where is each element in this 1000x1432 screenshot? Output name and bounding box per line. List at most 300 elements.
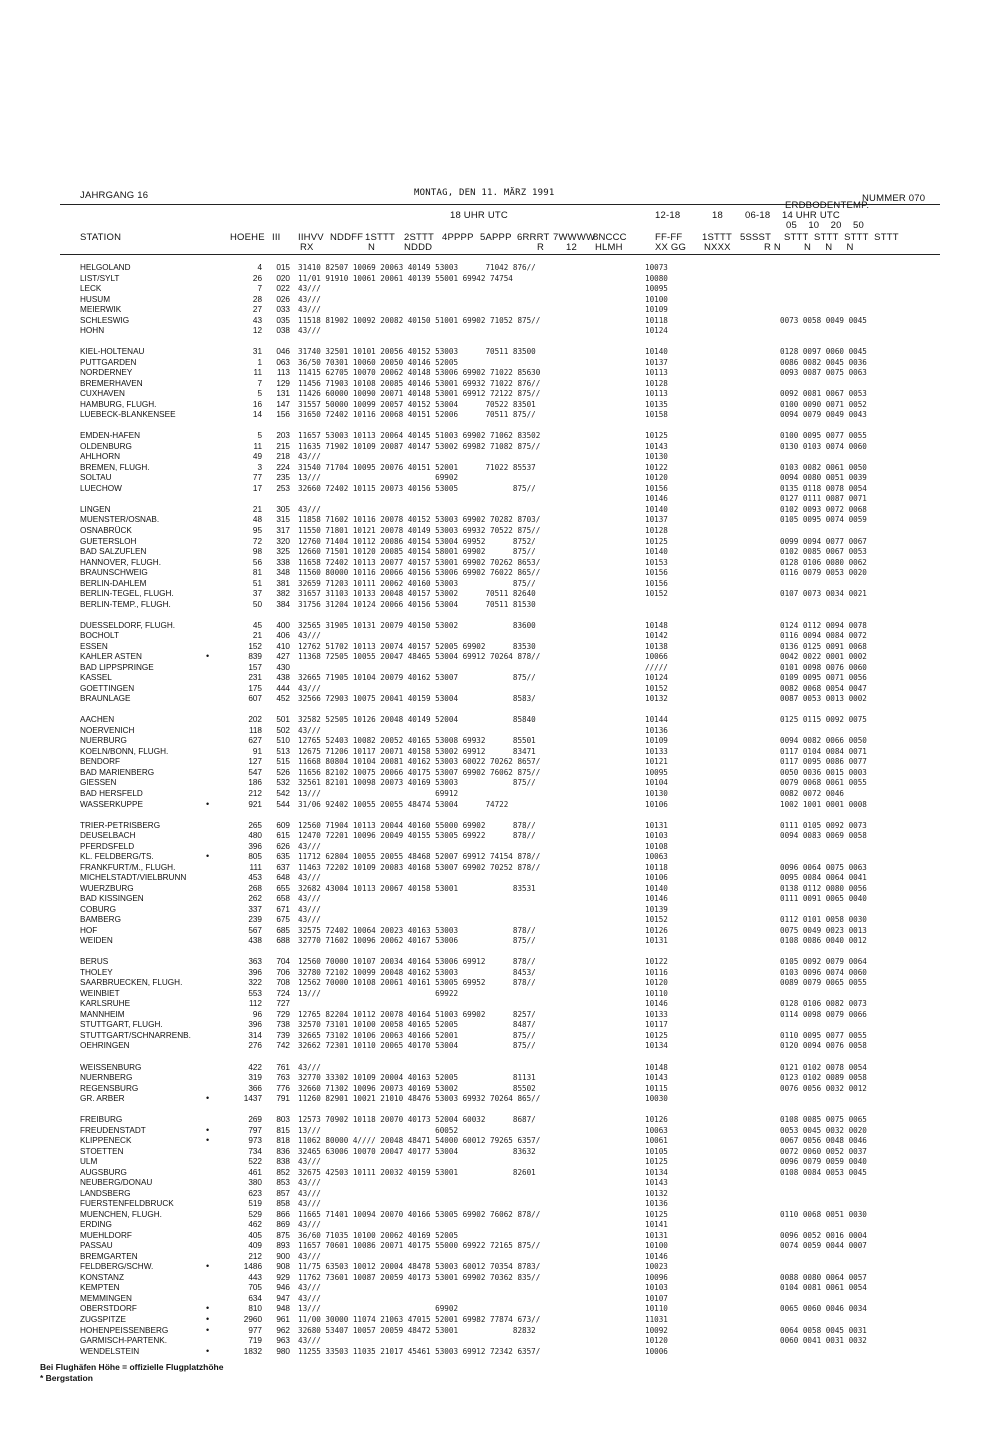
station-number: 866 — [276, 1209, 290, 1219]
station-name: KIEL-HOLTENAU — [80, 347, 145, 357]
station-name: LANDSBERG — [80, 1188, 131, 1198]
time-label: 18 UHR UTC — [450, 210, 508, 221]
extra-group: 10096 — [645, 1272, 668, 1282]
extra-group: 10141 — [645, 1220, 668, 1230]
station-number: 218 — [276, 452, 290, 462]
station-height: 567 — [248, 925, 262, 935]
extra-group: 10110 — [645, 988, 668, 998]
synop-code: 43/// — [298, 894, 321, 904]
table-row — [0, 294, 1000, 305]
synop-code: 11260 82901 10021 21010 48476 53003 69932 70264 865// — [298, 1094, 541, 1104]
extra-group: 10095 — [645, 284, 668, 294]
twelve-header: 12 — [566, 242, 577, 253]
mountain-marker: • — [206, 798, 210, 809]
station-name: WUERZBURG — [80, 883, 134, 893]
synop-code: 31740 32501 10101 20056 40152 53003 70511 83500 — [298, 347, 536, 357]
station-name: KASSEL — [80, 673, 112, 683]
station-name: CUXHAVEN — [80, 389, 125, 399]
station-height: 1832 — [243, 1346, 262, 1356]
synop-code: 32665 71905 10104 20079 40162 53007 875// — [298, 673, 536, 683]
synop-code: 13/// 69912 — [298, 789, 459, 798]
station-name: GOETTINGEN — [80, 683, 135, 693]
synop-code: 43/// — [298, 305, 321, 315]
station-height: 522 — [248, 1157, 262, 1167]
table-row — [0, 1125, 1000, 1136]
extra-group: 10118 — [645, 862, 668, 872]
table-row — [0, 630, 1000, 641]
table-row — [0, 1051, 1000, 1062]
synop-code: 31410 82507 10069 20063 40149 53003 71042 876// — [298, 263, 536, 272]
synop-code: 11415 62705 10070 20062 40148 53006 69902 71022 85630 — [298, 368, 541, 378]
extra-group: 10134 — [645, 1041, 668, 1051]
table-row — [0, 1083, 1000, 1094]
soil-temperatures: 0112 0101 0058 0030 — [780, 915, 867, 925]
synop-code: 43/// — [298, 452, 321, 462]
station-name: NUERNBERG — [80, 1073, 133, 1083]
table-row — [0, 273, 1000, 284]
soil-temperatures: 0124 0112 0094 0078 — [780, 620, 867, 630]
table-row — [0, 799, 1000, 810]
synop-code: 36/50 70301 10060 20050 40146 52005 — [298, 357, 459, 367]
station-name: HAMBURG, FLUGH. — [80, 399, 157, 409]
table-row — [0, 1167, 1000, 1178]
soil-temperatures: 0089 0079 0065 0055 — [780, 978, 867, 988]
synop-code: 43/// — [298, 1199, 321, 1209]
station-height: 480 — [248, 831, 262, 841]
table-row — [0, 1114, 1000, 1125]
station-height: 11 — [253, 441, 262, 451]
extra-group: 10139 — [645, 904, 668, 914]
extra-group: 10108 — [645, 841, 668, 851]
extra-group: 10130 — [645, 789, 668, 798]
station-number: 035 — [276, 315, 290, 325]
synop-code: 43/// — [298, 326, 321, 336]
table-row — [0, 704, 1000, 715]
synop-code: 43/// — [298, 1062, 321, 1072]
station-name: PFERDSFELD — [80, 841, 135, 851]
extra-group: 10006 — [645, 1346, 668, 1356]
station-height: 396 — [248, 967, 262, 977]
station-name: LINGEN — [80, 504, 111, 514]
synop-code: 31657 31103 10133 20048 40157 53002 70511 82640 — [298, 589, 536, 599]
station-name: BRAUNSCHWEIG — [80, 568, 148, 578]
station-name: BAMBERG — [80, 915, 121, 925]
soil-temperatures: 0042 0022 0001 0002 — [780, 652, 867, 662]
table-row — [0, 693, 1000, 704]
station-number: 791 — [276, 1094, 290, 1104]
station-number: 742 — [276, 1041, 290, 1051]
station-name: NORDERNEY — [80, 368, 133, 378]
station-name: GR. ARBER — [80, 1094, 125, 1104]
table-row — [0, 746, 1000, 757]
station-height: 363 — [248, 957, 262, 967]
station-number: 815 — [276, 1125, 290, 1135]
station-name: AHLHORN — [80, 452, 121, 462]
synop-code: 11858 71602 10116 20078 40152 53003 69902 70282 8703/ — [298, 515, 541, 525]
station-height: 95 — [252, 526, 262, 535]
table-row — [0, 493, 1000, 504]
extra-group: 10113 — [645, 389, 668, 399]
extra-group: 10152 — [645, 915, 668, 925]
station-name: WENDELSTEIN — [80, 1346, 140, 1356]
station-height: 202 — [248, 715, 262, 725]
station-number: 235 — [276, 473, 290, 483]
extra-group: 10103 — [645, 1283, 668, 1293]
station-name: LUECHOW — [80, 483, 122, 493]
table-row — [0, 536, 1000, 547]
extra-group: 10140 — [645, 547, 668, 557]
station-height: 977 — [248, 1325, 262, 1335]
station-name: NUERBURG — [80, 736, 127, 746]
extra-group: 10125 — [645, 536, 668, 546]
soil-temperatures: 0111 0105 0092 0073 — [780, 820, 867, 830]
soil-temperatures: 0107 0073 0034 0021 — [780, 589, 867, 599]
soil-temperatures: 0082 0068 0054 0047 — [780, 683, 867, 693]
extra-group: 10137 — [645, 357, 668, 367]
station-name: AUGSBURG — [80, 1167, 127, 1177]
station-number: 761 — [276, 1062, 290, 1072]
soil-temperatures: 0076 0056 0032 0012 — [780, 1083, 867, 1093]
synop-code: 11668 80804 10104 20081 40162 53003 60022 70262 8657/ — [298, 757, 541, 767]
station-number: 215 — [276, 441, 290, 451]
synop-code: 32662 72301 10110 20065 40170 53004 875// — [298, 1041, 536, 1051]
station-number: 637 — [276, 862, 290, 872]
synop-code: 11456 71903 10108 20085 40146 53001 69932 71022 876// — [298, 378, 541, 388]
station-height: 239 — [248, 915, 262, 925]
soil-temperatures: 0116 0079 0053 0020 — [780, 568, 867, 578]
extra-group: 10030 — [645, 1094, 668, 1104]
station-height: 21 — [252, 504, 262, 514]
station-name: MICHELSTADT/VIELBRUNN — [80, 873, 187, 883]
station-number: 615 — [276, 831, 290, 841]
station-height: 453 — [248, 873, 262, 883]
station-name: FREIBURG — [80, 1115, 123, 1125]
station-name: BAD SALZUFLEN — [80, 547, 147, 557]
time2-label: 14 UHR UTC — [782, 210, 840, 221]
table-row — [0, 283, 1000, 294]
synop-code: 31/06 92402 10055 20055 48474 53004 74722 — [298, 799, 509, 809]
station-number: 706 — [276, 967, 290, 977]
synop-code: 31650 72402 10116 20068 40151 52006 70511 875// — [298, 410, 536, 420]
station-number: 033 — [276, 305, 290, 315]
station-number: 729 — [276, 1009, 290, 1019]
synop-code: 13/// 69902 — [298, 473, 459, 483]
station-height: 623 — [248, 1188, 262, 1198]
table-row — [0, 851, 1000, 862]
station-name: OBERSTDORF — [80, 1304, 137, 1314]
station-height: 127 — [248, 757, 262, 767]
table-row — [0, 1177, 1000, 1188]
period-12-18-label: 12-18 — [655, 210, 681, 221]
table-row — [0, 578, 1000, 589]
station-number: 857 — [276, 1188, 290, 1198]
rn-header: R N — [764, 242, 781, 253]
station-name: BENDORF — [80, 757, 121, 767]
synop-code: 32665 73102 10106 20063 40166 52001 875// — [298, 1030, 536, 1040]
table-row — [0, 1282, 1000, 1293]
mountain-marker: • — [206, 1261, 210, 1272]
synop-code: 43/// — [298, 1251, 321, 1261]
soil-temperatures: 0108 0084 0053 0045 — [780, 1167, 867, 1177]
soil-temperatures: 0111 0091 0065 0040 — [780, 894, 867, 904]
station-number: 510 — [276, 736, 290, 746]
synop-code: 12765 52403 10082 20052 40165 53008 69932 85501 — [298, 736, 536, 746]
table-row — [0, 1240, 1000, 1251]
station-name: BAD HERSFELD — [80, 789, 143, 798]
station-number: 929 — [276, 1272, 290, 1282]
station-height: 50 — [252, 599, 262, 609]
station-number: 410 — [276, 641, 290, 651]
hlmh-header: HLMH — [595, 242, 623, 253]
synop-code: 43/// — [298, 683, 321, 693]
station-number: 452 — [276, 694, 290, 704]
synop-code: 43/// — [298, 631, 321, 641]
extra-group: 10133 — [645, 1009, 668, 1019]
station-name: STOETTEN — [80, 1146, 124, 1156]
table-row — [0, 872, 1000, 883]
iihvv-header: IIHVV — [298, 232, 324, 243]
n-columns-header: N N N — [804, 242, 854, 253]
extra-group: 10063 — [645, 852, 668, 862]
station-number: 738 — [276, 1020, 290, 1030]
extra-group: 10142 — [645, 631, 668, 641]
extra-group: 10156 — [645, 578, 668, 588]
table-row — [0, 977, 1000, 988]
station-height: 7 — [257, 378, 262, 388]
station-height: 51 — [252, 578, 262, 588]
station-name: FELDBERG/SCHW. — [80, 1262, 154, 1272]
station-number: 348 — [276, 568, 290, 578]
station-name: GUETERSLOH — [80, 536, 137, 546]
extra-group: 10143 — [645, 441, 668, 451]
extra-group: 10103 — [645, 831, 668, 841]
station-name: BRAUNLAGE — [80, 694, 131, 704]
table-row — [0, 1198, 1000, 1209]
synop-code: 12560 70000 10107 20034 40164 53006 69912 878// — [298, 957, 536, 967]
table-row — [0, 620, 1000, 631]
soil-temperatures: 0121 0102 0078 0054 — [780, 1062, 867, 1072]
table-row — [0, 1009, 1000, 1020]
soil-temperatures: 0092 0081 0067 0053 — [780, 389, 867, 399]
extra-group: 10120 — [645, 978, 668, 988]
station-number: 113 — [276, 368, 290, 378]
station-height: 17 — [252, 483, 262, 493]
station-height: 43 — [252, 315, 262, 325]
synop-code: 36/60 71035 10100 20062 40169 52005 — [298, 1230, 459, 1240]
station-name: HANNOVER, FLUGH. — [80, 557, 161, 567]
table-row — [0, 1230, 1000, 1241]
soil-temperatures: 0093 0087 0075 0063 — [780, 368, 867, 378]
extra-group: 10143 — [645, 1073, 668, 1083]
synop-code: 12562 70000 10108 20061 40161 53005 69952 878// — [298, 978, 536, 988]
station-height: 96 — [252, 1009, 262, 1019]
table-row — [0, 862, 1000, 873]
extra-group: 10143 — [645, 1178, 668, 1188]
synop-code: 11657 70601 10086 20071 40175 55000 69922 72165 875// — [298, 1241, 541, 1251]
station-height: 438 — [248, 936, 262, 946]
station-name: NOERVENICH — [80, 725, 135, 735]
soil-temperatures: 0100 0090 0071 0052 — [780, 399, 867, 409]
synop-code: 43/// — [298, 904, 321, 914]
station-height: 98 — [252, 547, 262, 557]
station-height: 529 — [248, 1209, 262, 1219]
station-number: 626 — [276, 841, 290, 851]
soil-temperatures: 0096 0079 0059 0040 — [780, 1157, 867, 1167]
station-number: 020 — [276, 273, 290, 283]
jahrgang-label: JAHRGANG 16 — [80, 190, 149, 201]
soil-temperatures: 0105 0095 0074 0059 — [780, 515, 867, 525]
station-number: 544 — [276, 799, 290, 809]
station-number: 400 — [276, 620, 290, 630]
station-header: STATION — [80, 232, 122, 243]
station-number: 724 — [276, 988, 290, 998]
station-name: PASSAU — [80, 1241, 113, 1251]
station-number: 858 — [276, 1199, 290, 1209]
station-name: WEIDEN — [80, 936, 113, 946]
mountain-marker: • — [206, 851, 210, 862]
station-name: WEISSENBURG — [80, 1062, 142, 1072]
station-number: 875 — [276, 1230, 290, 1240]
synop-code: 12762 51702 10113 20074 40157 52005 69902 83530 — [298, 641, 536, 651]
station-number: 129 — [276, 378, 290, 388]
soil-temperatures: 0096 0052 0016 0004 — [780, 1230, 867, 1240]
mountain-marker: • — [206, 1345, 210, 1356]
station-height: 7 — [257, 284, 262, 294]
period-18-label: 18 — [712, 210, 723, 221]
station-height: 112 — [248, 999, 262, 1009]
soil-temperatures: 0087 0053 0013 0002 — [780, 694, 867, 704]
table-row — [0, 430, 1000, 441]
soil-temperatures: 0117 0104 0084 0071 — [780, 746, 867, 756]
soil-temperatures: 0074 0059 0044 0007 — [780, 1241, 867, 1251]
synop-code: 43/// — [298, 1283, 321, 1293]
soil-temperatures: 0094 0082 0066 0050 — [780, 736, 867, 746]
station-name: BOCHOLT — [80, 631, 119, 641]
station-height: 27 — [252, 305, 262, 315]
station-number: 763 — [276, 1073, 290, 1083]
soil-temperatures: 0130 0103 0074 0060 — [780, 441, 867, 451]
table-row — [0, 788, 1000, 799]
table-row — [0, 388, 1000, 399]
table-row — [0, 367, 1000, 378]
station-name: BERLIN-TEMP., FLUGH. — [80, 599, 171, 609]
station-number: 739 — [276, 1030, 290, 1040]
station-number: 708 — [276, 978, 290, 988]
synop-code: 43/// — [298, 1293, 321, 1303]
ssst5-header: 5SSST — [740, 232, 772, 243]
station-number: 946 — [276, 1283, 290, 1293]
synop-code: 11656 82102 10075 20066 40175 53007 69902 76062 875// — [298, 767, 541, 777]
station-name: KARLSRUHE — [80, 999, 131, 1009]
synop-code: 11665 71401 10094 20070 40166 53005 69902 76062 878// — [298, 1209, 541, 1219]
soil-temperatures: 0064 0058 0045 0031 — [780, 1325, 867, 1335]
synop-code: 32465 63006 10070 20047 40177 53004 83632 — [298, 1146, 536, 1156]
soil-temperatures: 0136 0125 0091 0068 — [780, 641, 867, 651]
table-row — [0, 925, 1000, 936]
table-row — [0, 830, 1000, 841]
table-row — [0, 935, 1000, 946]
table-row — [0, 504, 1000, 515]
synop-code: 11560 80000 10116 20066 40156 53006 69902 76022 865// — [298, 568, 541, 578]
station-height: 380 — [248, 1178, 262, 1188]
station-name: SOLTAU — [80, 473, 112, 483]
extra-group: 10158 — [645, 410, 668, 420]
station-height: 973 — [248, 1136, 262, 1146]
table-row — [0, 1314, 1000, 1325]
station-number: 947 — [276, 1293, 290, 1303]
extra-group: 10136 — [645, 725, 668, 735]
table-row — [0, 714, 1000, 725]
station-height: 705 — [248, 1283, 262, 1293]
station-name: GIESSEN — [80, 778, 117, 788]
station-number: 515 — [276, 757, 290, 767]
station-number: 671 — [276, 904, 290, 914]
table-row — [0, 1335, 1000, 1346]
station-name: MUEHLDORF — [80, 1230, 132, 1240]
station-height: 405 — [248, 1230, 262, 1240]
mountain-marker: • — [206, 1135, 210, 1146]
station-height: 212 — [248, 789, 262, 798]
table-row — [0, 325, 1000, 336]
station-name: HUSUM — [80, 294, 111, 304]
synop-code: 32659 71203 10111 20062 40160 53003 875// — [298, 578, 536, 588]
station-name: MUENCHEN, FLUGH. — [80, 1209, 162, 1219]
table-row — [0, 809, 1000, 820]
station-height: 157 — [248, 662, 262, 672]
station-number: 869 — [276, 1220, 290, 1230]
station-number: 962 — [276, 1325, 290, 1335]
station-number: 658 — [276, 894, 290, 904]
synop-code: 32675 42503 10111 20032 40159 53001 82601 — [298, 1167, 536, 1177]
synop-code: 43/// — [298, 1220, 321, 1230]
station-name: OEHRINGEN — [80, 1041, 130, 1051]
table-row — [0, 451, 1000, 462]
station-height: 269 — [248, 1115, 262, 1125]
table-row — [0, 1272, 1000, 1283]
extra-group: 10122 — [645, 462, 668, 472]
extra-group: 10063 — [645, 1125, 668, 1135]
station-name: BREMERHAVEN — [80, 378, 143, 388]
extra-group: ///// — [645, 662, 668, 672]
station-name: STUTTGART/SCHNARRENB. — [80, 1030, 191, 1040]
extra-group: 10138 — [645, 641, 668, 651]
extra-group: 10126 — [645, 925, 668, 935]
station-number: 836 — [276, 1146, 290, 1156]
station-name: KLIPPENECK — [80, 1136, 132, 1146]
table-row — [0, 378, 1000, 389]
table-row — [0, 567, 1000, 578]
station-name: ZUGSPITZE — [80, 1315, 126, 1324]
mountain-marker: • — [206, 651, 210, 662]
soil-temperatures: 0075 0049 0023 0013 — [780, 925, 867, 935]
soil-temperatures: 0079 0068 0061 0055 — [780, 778, 867, 788]
extra-group: 10110 — [645, 1304, 668, 1314]
synop-code: 43/// — [298, 1157, 321, 1167]
station-number: 305 — [276, 504, 290, 514]
extra-group: 10132 — [645, 1188, 668, 1198]
station-height: 56 — [252, 557, 262, 567]
table-row — [0, 641, 1000, 652]
nddff-header: NDDFF — [330, 232, 364, 243]
station-number: 038 — [276, 326, 290, 336]
sttt-columns-header: STTT STTT STTT STTT — [784, 232, 899, 243]
station-number: 963 — [276, 1336, 290, 1346]
station-name: FUERSTENFELDBRUCK — [80, 1199, 174, 1209]
synop-code: 11/00 30000 11074 21063 47015 52001 69982 77874 673// — [298, 1315, 541, 1324]
synop-code: 12573 70902 10118 20070 40173 52004 60032 8687/ — [298, 1115, 536, 1125]
extra-group: 10121 — [645, 757, 668, 767]
station-number: 224 — [276, 462, 290, 472]
